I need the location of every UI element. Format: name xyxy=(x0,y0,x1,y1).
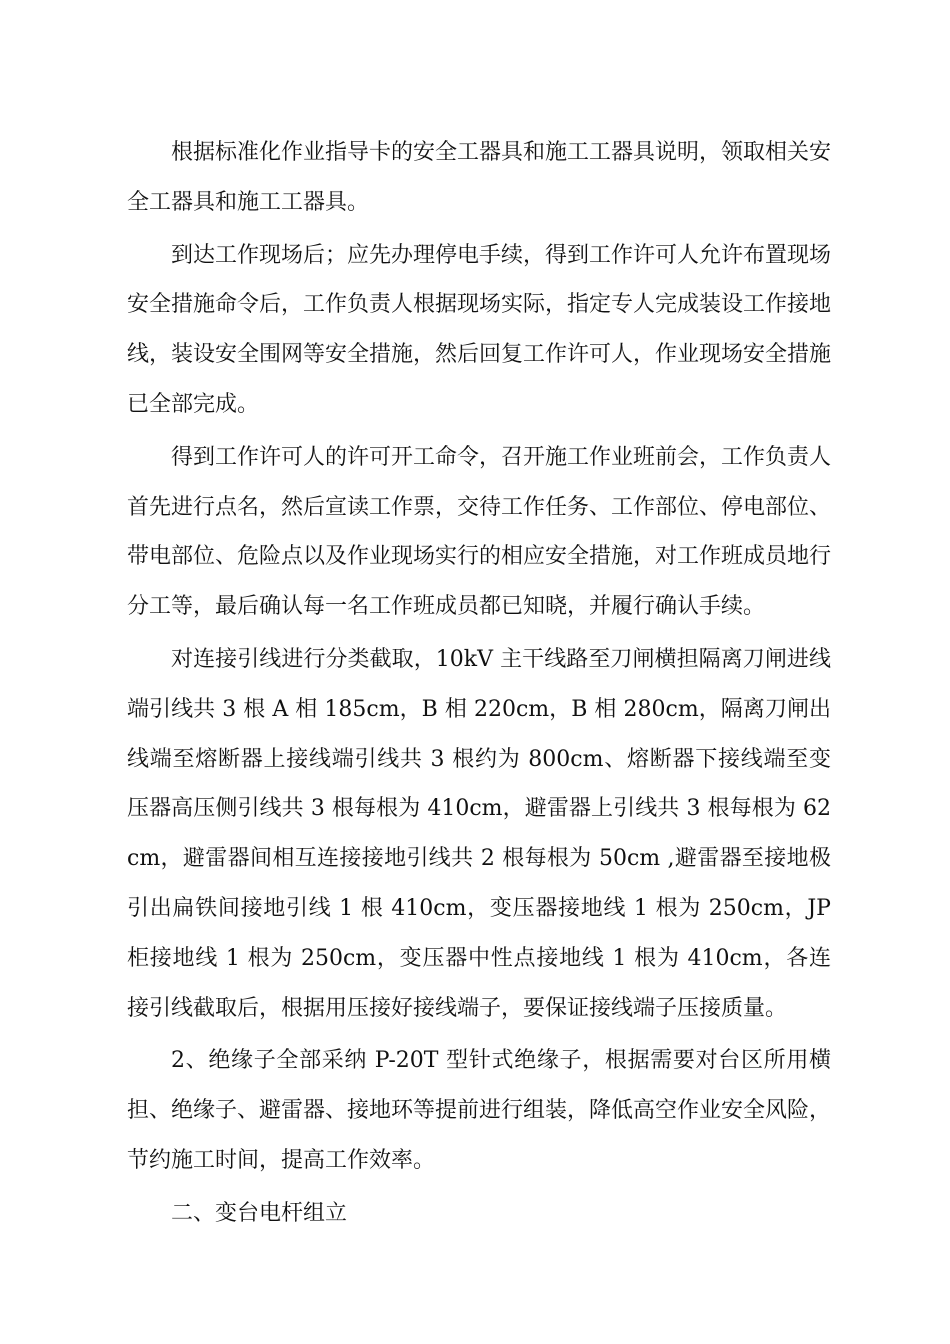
paragraph-pre-work-meeting: 得到工作许可人的许可开工命令，召开施工作业班前会，工作负责人首先进行点名，然后宣读工作票，交待工作任务、工作部位、停电部位、带电部位、危险点以及作业现场实行的相应安全措施，对工作班成员地行分工等，最后确认每一名工作班成员都已知晓，并履行确认手续。 xyxy=(127,444,832,620)
paragraph-tools: 根据标准化作业指导卡的安全工器具和施工工器具说明，领取相关安全工器具和施工工器具。 xyxy=(127,140,832,215)
paragraph-insulator-assembly: 2、绝缘子全部采纳 P-20T 型针式绝缘子，根据需要对台区所用横担、绝缘子、避雷器、接地环等提前进行组装，降低高空作业安全风险，节约施工时间，提高工作效率。 xyxy=(127,1048,832,1173)
paragraph-site-arrival: 到达工作现场后；应先办理停电手续，得到工作许可人允许布置现场安全措施命令后，工作负责人根据现场实际，指定专人完成装设工作接地线，装设安全围网等安全措施，然后回复工作许可人，作业现场安全措施已全部完成。 xyxy=(127,242,832,417)
section-heading: 二、变台电杆组立 xyxy=(171,1200,348,1226)
paragraph-lead-wire-cutting: 对连接引线进行分类截取，10kV 主干线路至刀闸横担隔离刀闸进线端引线共 3 根 A 相 185cm，B 相 220cm，B 相 280cm，隔离刀闸出线端至熔断器上接线端引线共 3 根约为 800cm、熔断器下接线端至变压器高压侧引线共 3 根每根为 410cm，避雷器上引线共 3 根每根为 62cm，避雷器间相互连接接地引线共 2 根每根为 50cm ,避雷器至接地极引出扁铁间接地引线 1 根 410cm，变压器接地线 1 根为 250cm，JP 柜接地线 1 根为 250cm，变压器中性点接地线 1 根为 410cm，各连接引线截取后，根据用压接好接线端子，要保证接线端子压接质量。 xyxy=(127,646,831,1021)
document-page xyxy=(127,128,831,1242)
